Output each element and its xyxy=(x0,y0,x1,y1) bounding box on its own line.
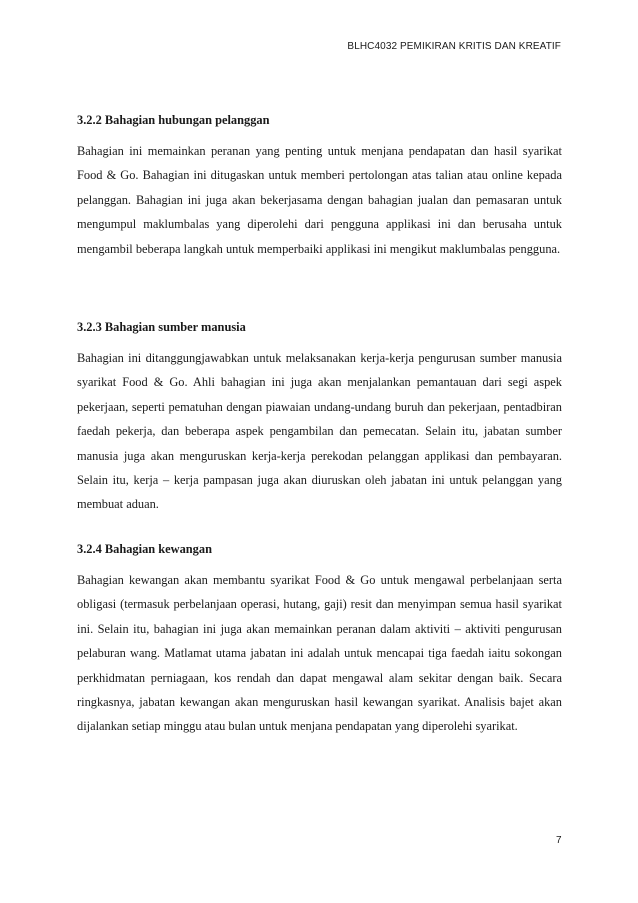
section-heading: 3.2.2 Bahagian hubungan pelanggan xyxy=(77,113,270,127)
section-paragraph: Bahagian ini memainkan peranan yang penting untuk menjana pendapatan dan hasil syarikat Food & Go. Bahagian ini ditugaskan untuk memberi pertolongan atas talian atau online kepada pelanggan. Bahagian ini juga akan bekerjasama dengan bahagian jualan dan pemasaran untuk mengumpul maklumbalas yang diperolehi dari pengguna applikasi ini dan berusaha untuk mengambil beberapa langkah untuk memperbaiki applikasi ini mengikut maklumbalas pengguna. xyxy=(77,144,562,256)
section-kewangan xyxy=(77,541,562,739)
section-heading: 3.2.3 Bahagian sumber manusia xyxy=(77,320,246,334)
section-paragraph: Bahagian kewangan akan membantu syarikat Food & Go untuk mengawal perbelanjaan serta obligasi (termasuk perbelanjaan operasi, hutang, gaji) resit dan menyimpan semua hasil syarikat ini. Selain itu, bahagian ini juga akan memainkan peranan dalam aktiviti – aktiviti pengurusan pelaburan wang. Matlamat utama jabatan ini adalah untuk mencapai tiga faedah iaitu sokongan perkhidmatan perniagaan, kos rendah dan dapat mengawal alam sekitar dengan baik. Secara ringkasnya, jabatan kewangan akan menguruskan hasil kewangan syarikat. Analisis bajet akan dijalankan setiap minggu atau bulan untuk menjana pendapatan yang diperolehi syarikat. xyxy=(77,573,562,734)
section-paragraph: Bahagian ini ditanggungjawabkan untuk melaksanakan kerja-kerja pengurusan sumber manusia syarikat Food & Go. Ahli bahagian ini juga akan menjalankan pemantauan dari segi aspek pekerjaan, seperti pematuhan dengan piawaian undang-undang buruh dan pekerjaan, pentadbiran faedah pekerja, dan beberapa aspek pengambilan dan pemecatan. Selain itu, jabatan sumber manusia juga akan menguruskan kerja-kerja perekodan pelanggan applikasi dan pembayaran. Selain itu, kerja – kerja pampasan juga akan diuruskan oleh jabatan ini untuk pelanggan yang membuat aduan. xyxy=(77,351,562,512)
section-sumber-manusia xyxy=(77,319,562,517)
section-heading: 3.2.4 Bahagian kewangan xyxy=(77,542,212,556)
running-header: BLHC4032 PEMIKIRAN KRITIS DAN KREATIF xyxy=(347,41,561,52)
page-number: 7 xyxy=(556,835,562,846)
section-hubungan-pelanggan xyxy=(77,112,562,261)
